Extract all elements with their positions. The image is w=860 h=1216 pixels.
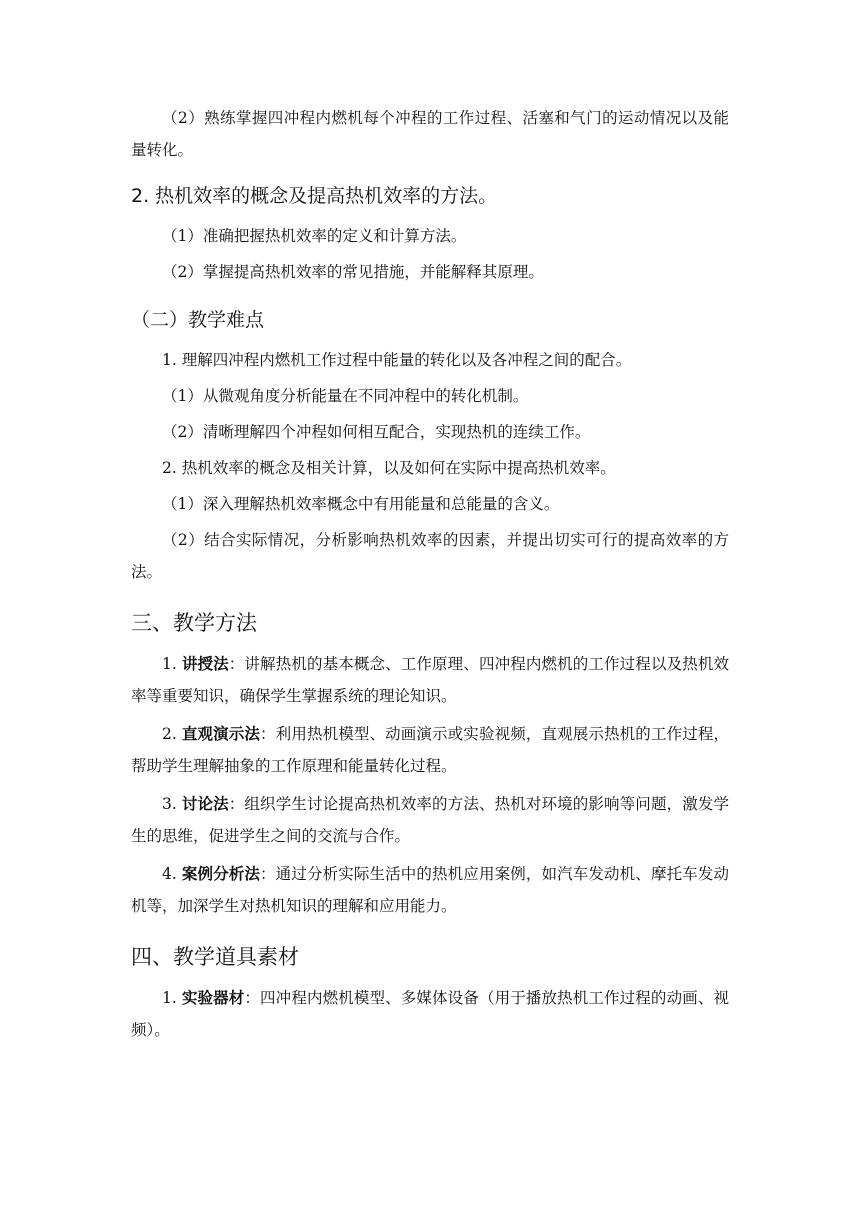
difficulty-item-1-sub-1: （1）从微观角度分析能量在不同冲程中的转化机制。 — [162, 387, 529, 405]
teaching-materials-heading: 四、教学道具素材 — [131, 945, 299, 969]
document-content — [131, 102, 729, 1046]
objective-item-2: （2）掌握提高热机效率的常见措施，并能解释其原理。 — [162, 263, 544, 281]
difficulty-item-1: 1. 理解四冲程内燃机工作过程中能量的转化以及各冲程之间的配合。 — [162, 351, 632, 369]
method-item — [131, 648, 729, 712]
method-term: 直观演示法 — [181, 724, 261, 743]
material-description: ：四冲程内燃机模型、多媒体设备（用于播放热机工作过程的动画、视频）。 — [131, 989, 729, 1039]
objective-item-1: （1）准确把握热机效率的定义和计算方法。 — [162, 227, 467, 245]
method-item — [131, 718, 729, 782]
method-term: 讲授法 — [181, 654, 229, 673]
difficulty-item-2: 2. 热机效率的概念及相关计算，以及如何在实际中提高热机效率。 — [162, 459, 616, 477]
teaching-methods-heading: 三、教学方法 — [131, 611, 257, 635]
difficulty-item-2-sub-2: （2）结合实际情况，分析影响热机效率的因素，并提出切实可行的提高效率的方法。 — [131, 531, 729, 581]
method-item — [131, 788, 729, 852]
method-term: 讨论法 — [181, 794, 229, 813]
method-description: ：讲解热机的基本概念、工作原理、四冲程内燃机的工作过程以及热机效率等重要知识，确保学生掌握系统的理论知识。 — [131, 655, 729, 705]
method-number: 4. — [162, 865, 182, 883]
material-number: 1. — [162, 989, 182, 1007]
material-item — [131, 982, 729, 1046]
objective-heading-2: 2. 热机效率的概念及提高热机效率的方法。 — [131, 185, 498, 207]
method-number: 3. — [162, 795, 182, 813]
difficulty-heading: （二）教学难点 — [131, 309, 265, 331]
material-term: 实验器材 — [181, 988, 245, 1007]
method-item — [131, 858, 729, 922]
method-description: ：组织学生讨论提高热机效率的方法、热机对环境的影响等问题，激发学生的思维，促进学生之间的交流与合作。 — [131, 795, 729, 845]
method-term: 案例分析法 — [181, 864, 261, 883]
method-description: ：通过分析实际生活中的热机应用案例，如汽车发动机、摩托车发动机等，加深学生对热机知识的理解和应用能力。 — [131, 865, 729, 915]
difficulty-item-1-sub-2: （2）清晰理解四个冲程如何相互配合，实现热机的连续工作。 — [162, 423, 591, 441]
method-number: 2. — [162, 725, 182, 743]
difficulty-item-2-sub-1: （1）深入理解热机效率概念中有用能量和总能量的含义。 — [162, 495, 560, 513]
method-description: ：利用热机模型、动画演示或实验视频，直观展示热机的工作过程，帮助学生理解抽象的工作原理和能量转化过程。 — [131, 725, 729, 775]
method-number: 1. — [162, 655, 182, 673]
objective-paragraph-2: （2）熟练掌握四冲程内燃机每个冲程的工作过程、活塞和气门的运动情况以及能量转化。 — [131, 109, 729, 159]
